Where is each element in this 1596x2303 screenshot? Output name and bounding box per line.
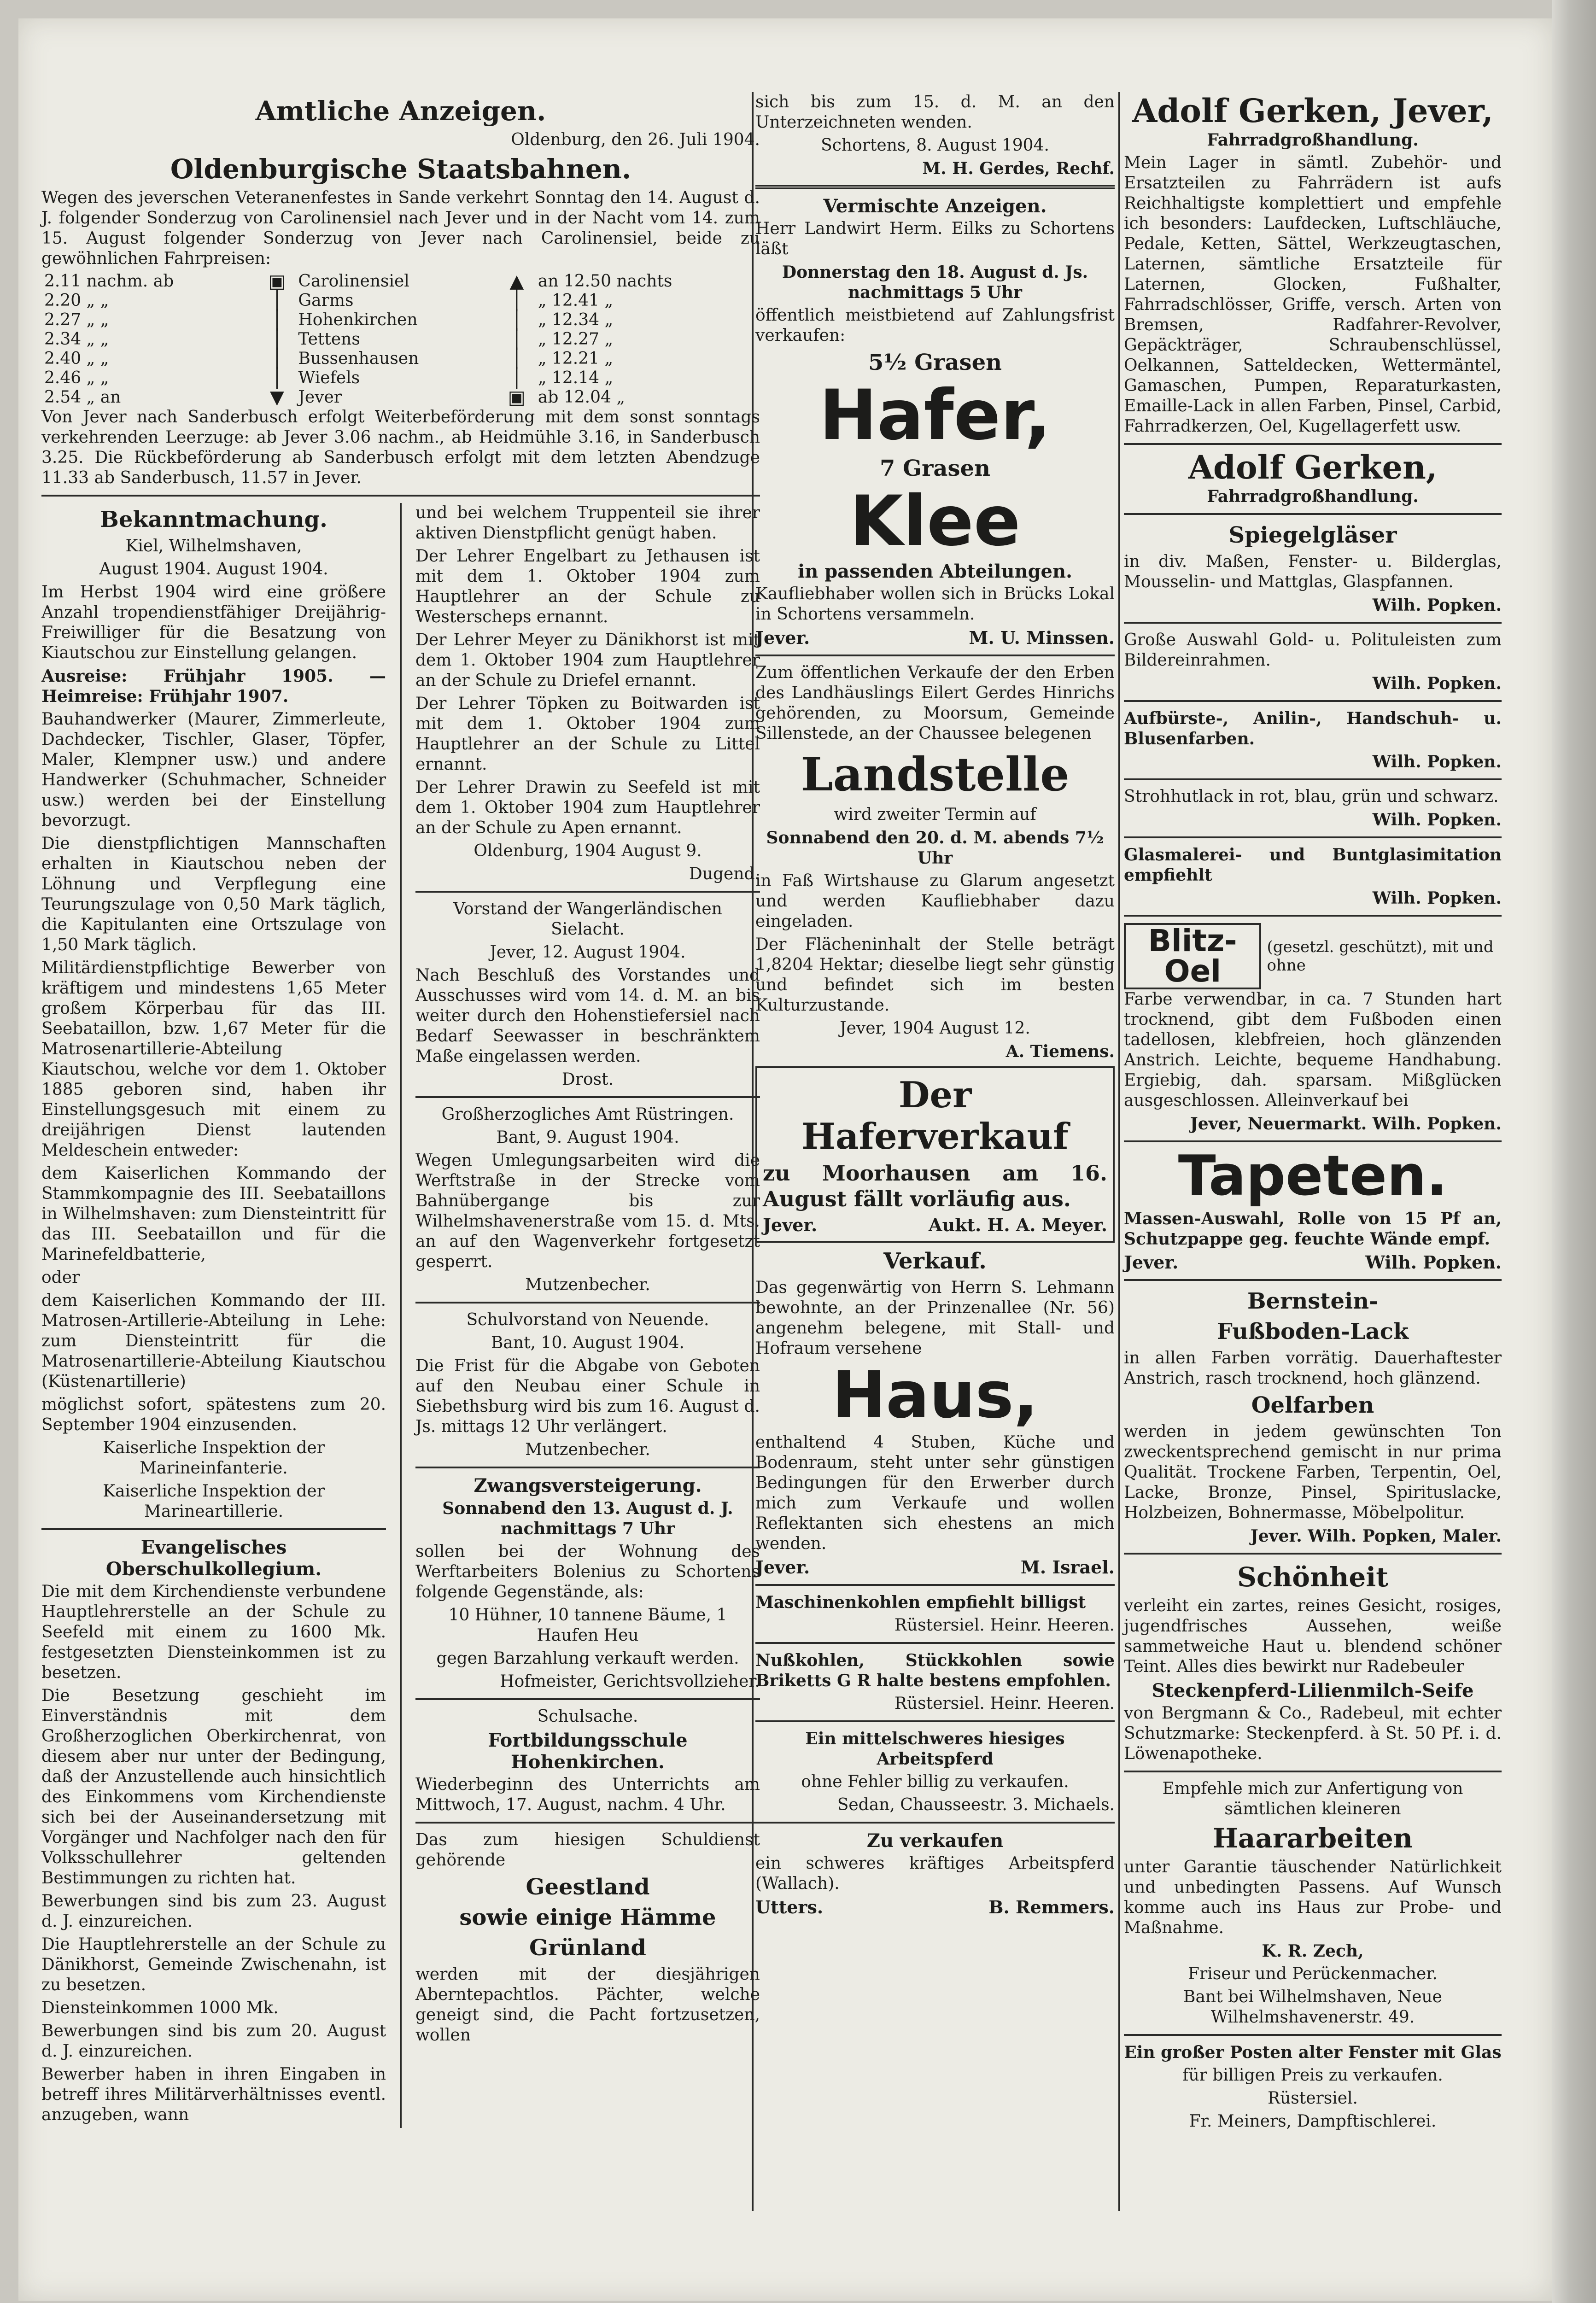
divider (1124, 443, 1502, 445)
column-rule (1118, 92, 1120, 2211)
notice-text: Der Lehrer Meyer zu Dänikhorst ist mit dem 1. Oktober 1904 zum Hauptlehrer an der Schule zu Driefel ernannt. (415, 631, 760, 690)
notice-text: Die Frist für die Abgabe von Geboten auf den Neubau einer Schule in Siebethsburg wird bis zum 16. August d. Js. mittags 12 Uhr verlängert. (415, 1356, 760, 1436)
notice-text: in Faß Wirtshause zu Glarum angesetzt und werden Kaufliebhaber dazu eingeladen. (755, 871, 1115, 931)
signature-place: Jever. (1124, 1252, 1179, 1273)
divider (755, 1642, 1115, 1644)
notice-text: dem Kaiserlichen Kommando der Stammkompagnie des III. Seebataillons in Wilhelmshaven: zum Diensteintritt für das III. Seebataillon und für die Marinefeldbatterie, (41, 1164, 386, 1264)
notice-title: Zu verkaufen (866, 1830, 1004, 1852)
blitz-header (1124, 923, 1502, 989)
timetable-row (41, 349, 760, 368)
signature: Hofmeister, Gerichtsvollzieher. (500, 1672, 760, 1691)
dateline: Jever, 12. August 1904. (490, 943, 686, 962)
signature: Mutzenbecher. (525, 1275, 650, 1294)
divider (755, 655, 1115, 656)
notice-head: Schulsache. (537, 1707, 638, 1726)
notice-title: Großherzogliches Amt Rüstringen. (441, 1105, 734, 1124)
timetable-arrow-icon: │ (511, 290, 522, 311)
signature: Kaiserliche Inspektion der Marineartillerie. (103, 1482, 325, 1521)
signature: M. U. Minssen. (969, 627, 1115, 648)
divider (1124, 836, 1502, 838)
signature: Jever, Neuermarkt. Wilh. Popken. (1190, 1114, 1502, 1134)
signature: Wilh. Popken. (1372, 752, 1502, 772)
ad-headline: Steckenpferd-Lilienmilch-Seife (1152, 1680, 1474, 1701)
timetable-arrow-icon: │ (271, 329, 283, 350)
timetable-arrow-icon: │ (511, 310, 522, 331)
divider (755, 1822, 1115, 1824)
notice-text: Maschinenkohlen empfiehlt billigst (755, 1593, 1086, 1612)
ad-headline: Landstelle (801, 747, 1070, 801)
timetable-row (41, 272, 760, 291)
ad-headline: Verkauf. (883, 1248, 987, 1274)
notice-text: dem Kaiserlichen Kommando der III. Matrosen-Artillerie-Abteilung in Lehe: zum Diensteintritt für die Matrosenartillerie-Abteilung Kiautschou (Küstenartillerie) (41, 1291, 386, 1391)
timetable-arrival: „ 12.14 „ (538, 368, 614, 387)
column-rule (400, 503, 402, 2128)
ad-headline: Oelfarben (1251, 1392, 1374, 1418)
divider (1124, 622, 1502, 624)
timetable-arrow-icon: │ (511, 368, 522, 389)
notice-text: Strohhutlack in rot, blau, grün und schwarz. (1124, 787, 1499, 806)
timetable-station: Bussenhausen (298, 349, 419, 368)
timetable-departure: 2.11 nachm. ab (44, 272, 174, 291)
notice-text: Wegen Umlegungsarbeiten wird die Werftstraße in der Strecke vom Bahnübergange bis zur Wilhelmshavenerstraße vom 15. d. Mts. an auf den Wagenverkehr fortgesetzt gesperrt. (415, 1151, 760, 1271)
notice-text: Zum öffentlichen Verkaufe der den Erben des Landhäuslings Eilert Gerdes Hinrichs gehörenden, zu Moorsum, Gemeinde Sillenstede, an der Chaussee belegenen (755, 663, 1115, 743)
signature: K. R. Zech, (1262, 1941, 1364, 1961)
notice-text: Empfehle mich zur Anfertigung von sämtlichen kleineren (1162, 1779, 1463, 1818)
timetable-arrival: „ 12.41 „ (538, 291, 614, 310)
ad-headline: Haus, (832, 1358, 1038, 1433)
timetable-station: Hohenkirchen (298, 310, 418, 329)
timetable-station: Carolinensiel (298, 272, 409, 291)
column-middle (755, 92, 1115, 1919)
notice-text: Herr Landwirt Herm. Eilks zu Schortens läßt (755, 219, 1115, 258)
timetable-row (41, 291, 760, 310)
ad-headline: Geestland (526, 1874, 650, 1900)
notice-text: Die dienstpflichtigen Mannschaften erhalten in Kiautschou neben der Löhnung und Verpflegung eine Teurungszulage von 0,50 Mark täglich, die Kapitulanten eine Ortszulage von 1,50 Mark täglich. (41, 834, 386, 954)
notice-text: Bewerbungen sind bis zum 20. August d. J. einzureichen. (41, 2022, 386, 2061)
ad-headline: Hafer, (819, 375, 1051, 456)
signature: Mutzenbecher. (525, 1440, 650, 1459)
timetable-arrival: ab 12.04 „ (538, 388, 625, 407)
divider (41, 1528, 386, 1530)
ad-box (755, 1066, 1115, 1243)
signature: Wilh. Popken. (1372, 888, 1502, 908)
notice-title: Schulvorstand von Neuende. (466, 1310, 709, 1329)
notice-text: Der Flächeninhalt der Stelle beträgt 1,8204 Hektar; dieselbe liegt sehr günstig und befindet sich im besten Kulturzustande. (755, 935, 1115, 1015)
signature-place: Utters. (755, 1897, 824, 1917)
divider (415, 1822, 760, 1824)
notice-when: Sonnabend den 13. August d. J. nachmittags 7 Uhr (442, 1499, 733, 1538)
notice-text: Massen-Auswahl, Rolle von 15 Pf an, Schutzpappe geg. feuchte Wände empf. (1124, 1209, 1502, 1249)
notice-text: Militärdienstpflichtige Bewerber von kräftigem und mindestens 1,65 Meter großem Körperbau für das III. Seebataillon, bzw. 1,67 Meter für die Matrosenartillerie-Abteilung Kiautschou, welche vor dem 1. Oktober 1885 geboren sind, haben ihr Einstellungsgesuch mit einem zu dreijährigen Dienst lautenden Meldeschein entweder: (41, 959, 386, 1160)
signature: B. Remmers. (988, 1897, 1115, 1917)
notice-title: Ein großer Posten alter Fenster mit Glas (1124, 2043, 1502, 2062)
notice-title: Ein mittelschweres hiesiges Arbeitspferd (805, 1729, 1065, 1769)
notice-text: Bauhandwerker (Maurer, Zimmerleute, Dachdecker, Tischler, Glaser, Töpfer, Maler, Klempner usw.) und andere Handwerker (Schuhmacher, Schneider usw.) werden bei der Einstellung bevorzugt. (41, 710, 386, 830)
signature: Rüstersiel. Heinr. Heeren. (894, 1616, 1115, 1635)
signature-place: Jever. (755, 1557, 810, 1578)
signature-line (755, 1557, 1115, 1578)
dateline: Kiel, Wilhelmshaven, (125, 537, 302, 555)
dateline: Jever, 1904 August 12. (840, 1019, 1030, 1038)
notice-text: sollen bei der Wohnung des Werftarbeiters Bolenius zu Schortens folgende Gegenstände, als: (415, 1542, 760, 1602)
ad-note: (gesetzl. geschützt), mit und ohne (1267, 938, 1494, 975)
ad-subline: 7 Grasen (880, 456, 990, 481)
timetable-arrow-icon: │ (271, 348, 283, 369)
signature: Wilh. Popken. (1372, 810, 1502, 830)
notice-text: in div. Maßen, Fenster- u. Bilderglas, Mousselin- und Mattglas, Glaspfannen. (1124, 552, 1502, 591)
notice-title: Bekanntmachung. (100, 507, 327, 532)
signature-line (763, 1215, 1107, 1235)
timetable (41, 272, 760, 407)
timetable-station: Garms (298, 291, 354, 310)
timetable-arrow-icon: │ (271, 368, 283, 389)
page-edge (1552, 0, 1596, 2303)
timetable-station: Tettens (298, 330, 360, 349)
two-subcolumns (41, 503, 760, 2128)
subcolumn-left (41, 503, 386, 2128)
signature: Drost. (561, 1070, 614, 1089)
timetable-arrival: „ 12.21 „ (538, 349, 614, 368)
timetable-departure: 2.27 „ „ (44, 310, 109, 329)
divider (41, 495, 760, 497)
divider (415, 1302, 760, 1303)
timetable-station: Jever (298, 388, 342, 407)
notice-text: Kaufliebhaber wollen sich in Brücks Lokal in Schortens versammeln. (755, 585, 1115, 624)
signature-line (755, 1897, 1115, 1917)
notice-text: für billigen Preis zu verkaufen. (1182, 2066, 1443, 2085)
timetable-departure: 2.46 „ „ (44, 368, 109, 387)
timetable-row (41, 388, 760, 407)
timetable-arrival: an 12.50 nachts (538, 272, 672, 291)
notice-text: Das zum hiesigen Schuldienst gehörende (415, 1830, 760, 1870)
notice-text: werden mit der diesjährigen Aberntepachtlos. Pächter, welche geneigt sind, die Pacht fortzusetzen, wollen (415, 1965, 760, 2045)
notice-text: sich bis zum 15. d. M. an den Unterzeichneten wenden. (755, 93, 1115, 132)
notice-text: Nach Beschluß des Vorstandes und Ausschusses wird vom 14. d. M. an bis weiter durch den Hohenstiefersiel nach Bedarf Seewasser in beschränktem Maße eingelassen werden. (415, 966, 760, 1066)
notice-text: Wegen des jeverschen Veteranenfestes in Sande verkehrt Sonntag den 14. August d. J. folgender Sonderzug von Carolinensiel nach Jever und in der Nacht vom 14. zum 15. August folgender Sonderzug von Jever nach Carolinensiel, beide zu gewöhnlichen Fahrpreisen: (41, 188, 760, 268)
ad-subline: Fahrradgroßhandlung. (1207, 130, 1419, 150)
signature: M. Israel. (1020, 1557, 1115, 1578)
notice-text: Der Lehrer Engelbart zu Jethausen ist mit dem 1. Oktober 1904 zum Hauptlehrer an der Schule zu Westerscheps ernannt. (415, 547, 760, 626)
notice-text: oder (41, 1268, 80, 1287)
ad-subline: Fahrradgroßhandlung. (1207, 487, 1419, 506)
timetable-arrow-icon: ▲ (509, 271, 524, 292)
divider (755, 1720, 1115, 1722)
notice-text: Farbe verwendbar, in ca. 7 Stunden hart trocknend, gibt dem Fußboden einen tadellosen, klebfreien, hoch glänzenden Anstrich. Leichte, bequeme Handhabung. Ergiebig, dah. sparsam. Mißglücken ausgeschlossen. Alleinverkauf bei (1124, 990, 1502, 1110)
ad-headline: Der Haferverkauf (801, 1074, 1069, 1157)
timetable-departure: 2.40 „ „ (44, 349, 109, 368)
address: Bant bei Wilhelmshaven, Neue Wilhelmshavenerstr. 49. (1183, 1987, 1442, 2027)
timetable-arrival: „ 12.34 „ (538, 310, 614, 329)
notice-text: Das gegenwärtig von Herrn S. Lehmann bewohnte, an der Prinzenallee (Nr. 56) angenehm belegene, mit Stall- und Hofraum versehene (755, 1278, 1115, 1358)
notice-title: Vorstand der Wangerländischen Sielacht. (453, 900, 722, 939)
ad-subline: 5½ Grasen (868, 350, 1002, 375)
ad-headline: Bernstein- (1247, 1288, 1379, 1314)
timetable-arrow-icon: ▣ (268, 271, 286, 292)
signature-place: Jever. (755, 627, 810, 648)
dateline: Bant, 9. August 1904. (496, 1128, 679, 1147)
notice-text: Der Lehrer Töpken zu Boitwarden ist mit dem 1. Oktober 1904 zum Hauptlehrer an der Schule zu Littel ernannt. (415, 694, 760, 774)
timetable-departure: 2.54 „ an (44, 388, 121, 407)
timetable-row (41, 310, 760, 330)
notice-title: Zwangsversteigerung. (474, 1475, 702, 1496)
notice-text: ein schweres kräftiges Arbeitspferd (Wallach). (755, 1854, 1115, 1893)
notice-text: von Bergmann & Co., Radebeul, mit echter Schutzmarke: Steckenpferd. à St. 50 Pf. i. d. Löwenapotheke. (1124, 1704, 1502, 1763)
divider (755, 1584, 1115, 1586)
dateline: August 1904. August 1904. (99, 560, 328, 579)
divider (1124, 1771, 1502, 1772)
notice-text: Die Besetzung geschieht im Einverständnis mit dem Großherzoglichen Oberkirchenrat, von diesem aber nur unter der Bedingung, daß der Anzustellende auch hinsichtlich des Einkommens vom Kirchendienste sich bei der Auseinandersetzung mit Vorgänger und Nachfolger nach den für Volksschullehrer geltenden Bestimmungen zu richten hat. (41, 1686, 386, 1888)
notice-text: verleiht ein zartes, reines Gesicht, rosiges, jugendfrisches Aussehen, weiße sammetweiche Haut u. blendend schöner Teint. Alles dies bewirkt nur Radebeuler (1124, 1596, 1502, 1676)
ad-headline: Blitz-Oel (1124, 923, 1261, 989)
notice-text: Bewerbungen sind bis zum 23. August d. J. einzureichen. (41, 1892, 386, 1931)
notice-text: Große Auswahl Gold- u. Polituleisten zum Bildereinrahmen. (1124, 631, 1502, 670)
subcolumn-right (415, 503, 760, 2128)
section-heading: Vermischte Anzeigen. (823, 195, 1047, 217)
timetable-arrow-icon: │ (271, 310, 283, 331)
divider (415, 1096, 760, 1098)
dateline: Schortens, 8. August 1904. (821, 136, 1049, 155)
notice-when: Sonnabend den 20. d. M. abends 7½ Uhr (766, 828, 1104, 868)
notice-text: wird zweiter Termin auf (834, 805, 1036, 824)
timetable-departure: 2.34 „ „ (44, 330, 109, 349)
signature: Wilh. Popken. (1372, 674, 1502, 693)
notice-text: Von Jever nach Sanderbusch erfolgt Weiterbeförderung mit dem sonst sonntags verkehrenden Leerzuge: ab Jever 3.06 nachm., ab Heidmühle 3.16, in Sanderbusch 3.25. Die Rückbeförderung ab Sanderbusch erfolgt mit dem letzten Abendzuge 11.33 ab Sanderbusch, 11.57 in Jever. (41, 408, 760, 487)
notice-text: Nußkohlen, Stückkohlen sowie Briketts G R halte bestens empfohlen. (755, 1651, 1115, 1690)
divider (1124, 1279, 1502, 1281)
divider (1124, 700, 1502, 702)
timetable-arrow-icon: ▣ (508, 387, 526, 408)
ad-headline: Adolf Gerken, (1188, 448, 1438, 486)
ad-headline: Adolf Gerken, Jever, (1132, 92, 1493, 130)
timetable-arrow-icon: ▼ (269, 387, 284, 408)
divider (1124, 1140, 1502, 1142)
notice-text: Diensteinkommen 1000 Mk. (41, 1999, 279, 2017)
notice-text: Wiederbeginn des Unterrichts am Mittwoch, 17. August, nachm. 4 Uhr. (415, 1775, 760, 1814)
notice-text: in allen Farben vorrätig. Dauerhaftester Anstrich, rasch trocknend, hoch glänzend. (1124, 1349, 1502, 1388)
signature: Rüstersiel. Heinr. Heeren. (894, 1694, 1115, 1713)
notice-text: Ausreise: Frühjahr 1905. — Heimreise: Frühjahr 1907. (41, 666, 386, 706)
ad-headline: Schönheit (1237, 1561, 1389, 1593)
notice-text: Die Hauptlehrerstelle an der Schule zu Dänikhorst, Gemeinde Zwischenahn, ist zu besetzen. (41, 1935, 386, 1994)
timetable-row (41, 330, 760, 349)
notice-when: Donnerstag den 18. August d. Js. nachmittags 5 Uhr (782, 263, 1088, 302)
notice-text: und bei welchem Truppenteil sie ihrer aktiven Dienstpflicht genügt haben. (415, 503, 760, 543)
notice-text: zu Moorhausen am 16. August fällt vorläufig aus. (763, 1161, 1107, 1211)
timetable-arrival: „ 12.27 „ (538, 330, 614, 349)
notice-text: 10 Hühner, 10 tannene Bäume, 1 Haufen Heu (448, 1606, 727, 1645)
signature-line (1124, 1252, 1502, 1273)
signature-place: Rüstersiel. (1268, 2089, 1358, 2108)
notice-text: unter Garantie täuschender Natürlichkeit und unbedingten Passens. Auf Wunsch komme auch ins Haus zur Probe- und Maßnahme. (1124, 1858, 1502, 1937)
signature: Fr. Meiners, Dampftischlerei. (1189, 2112, 1437, 2131)
timetable-row (41, 368, 760, 388)
timetable-departure: 2.20 „ „ (44, 291, 109, 310)
divider (415, 891, 760, 893)
signature: Wilh. Popken. (1365, 1252, 1502, 1273)
notice-text: ohne Fehler billig zu verkaufen. (801, 1772, 1069, 1791)
notice-text: Mein Lager in sämtl. Zubehör- und Ersatzteilen zu Fahrrädern ist aufs Reichhaltigste komplettiert und empfehle ich besonders: Laufdecken, Luftschläuche, Pedale, Ketten, Sättel, Werkzeugtaschen, Laternen, sämtliche Ersatzteile für Laternen, Glocken, Fußhalter, Fahrradschlösser, Griffe, versch. Arten von Bremsen, Radfahrer-Revolver, Gepäckträger, Schraubenschlüssel, Oelkannen, Satteldecken, Wettermäntel, Gamaschen, Pumpen, Reparaturkasten, Emaille-Lack in allen Farben, Pinsel, Carbid, Fahrradkerzen, Oel, Kugellagerfett usw. (1124, 153, 1502, 436)
signature-place: Jever. (763, 1215, 818, 1235)
section-heading: Amtliche Anzeigen. (255, 95, 546, 127)
divider (1124, 513, 1502, 515)
signature-line (755, 627, 1115, 648)
notice-text: öffentlich meistbietend auf Zahlungsfrist verkaufen: (755, 306, 1115, 345)
notice-title: Oldenburgische Staatsbahnen. (170, 153, 631, 185)
signature: M. H. Gerdes, Rechf. (922, 159, 1115, 178)
notice-text: Im Herbst 1904 wird eine größere Anzahl tropendienstfähiger Dreijährig-Freiwilliger für die Besatzung von Kiautschou zur Einstellung gelangen. (41, 583, 386, 662)
notice-text: enthaltend 4 Stuben, Küche und Bodenraum, steht unter sehr günstigen Bedingungen für den Erwerber durch mich zum Verkaufe und wollen Reflektanten sich ehestens an mich wenden. (755, 1433, 1115, 1553)
column-right (1124, 92, 1502, 2134)
ad-headline: Tapeten. (1178, 1144, 1448, 1208)
ad-headline: Fußboden-Lack (1216, 1319, 1409, 1344)
notice-text: gegen Barzahlung verkauft werden. (436, 1649, 739, 1668)
signature: Wilh. Popken. (1372, 596, 1502, 615)
timetable-arrow-icon: │ (511, 348, 522, 369)
notice-text: werden in jedem gewünschten Ton zweckentsprechend gemischt in nur prima Qualität. Trockene Farben, Terpentin, Oel, Lacke, Bronze, Pinsel, Spirituslacke, Holzbeizen, Bohnermasse, Möbelpolitur. (1124, 1422, 1502, 1522)
divider (1124, 915, 1502, 917)
timetable-arrow-icon: │ (511, 329, 522, 350)
signature: Sedan, Chausseestr. 3. Michaels. (837, 1795, 1115, 1814)
timetable-station: Wiefels (298, 368, 360, 387)
signature: A. Tiemens. (1006, 1042, 1115, 1061)
notice-text: Bewerber haben in ihren Eingaben in betreff ihres Militärverhältnisses eventl. anzugeben, wann (41, 2065, 386, 2124)
divider (415, 1467, 760, 1468)
signature: Aukt. H. A. Meyer. (928, 1215, 1107, 1235)
ad-headline: Grünland (529, 1935, 646, 1961)
dateline: Bant, 10. August 1904. (491, 1333, 684, 1352)
signature: Dugend. (689, 865, 760, 883)
notice-text: Der Lehrer Drawin zu Seefeld ist mit dem 1. Oktober 1904 zum Hauptlehrer an der Schule zu Apen ernannt. (415, 778, 760, 837)
divider (1124, 2034, 1502, 2036)
divider (1124, 1553, 1502, 1555)
divider (415, 1698, 760, 1700)
signature: Kaiserliche Inspektion der Marineinfanterie. (103, 1438, 325, 1478)
divider (1124, 778, 1502, 780)
notice-text: Aufbürste-, Anilin-, Handschuh- u. Blusenfarben. (1124, 709, 1502, 748)
ad-headline: Klee (849, 481, 1021, 561)
signature: Jever. Wilh. Popken, Maler. (1250, 1526, 1502, 1546)
notice-text: Die mit dem Kirchendienste verbundene Hauptlehrerstelle an der Schule zu Seefeld mit einem zu 1600 Mk. festgesetzten Diensteinkommen ist zu besetzen. (41, 1582, 386, 1682)
notice-title: Evangelisches Oberschulkollegium. (105, 1537, 322, 1580)
ad-headline: Spiegelgläser (1228, 522, 1397, 548)
dateline: Oldenburg, den 26. Juli 1904. (511, 130, 760, 149)
notice-text: möglichst sofort, spätestens zum 20. September 1904 einzusenden. (41, 1395, 386, 1434)
signature: Friseur und Perückenmacher. (1188, 1964, 1438, 1983)
divider (755, 185, 1115, 189)
column-official (41, 92, 760, 2128)
dateline: Oldenburg, 1904 August 9. (474, 842, 702, 860)
ad-headline: Haararbeiten (1212, 1823, 1413, 1854)
notice-text: Glasmalerei- und Buntglasimitation empfiehlt (1124, 845, 1502, 885)
timetable-arrow-icon: │ (271, 290, 283, 311)
ad-headline: sowie einige Hämme (459, 1905, 716, 1930)
ad-subline: in passenden Abteilungen. (798, 561, 1072, 582)
notice-title: Fortbildungsschule Hohenkirchen. (488, 1730, 688, 1773)
